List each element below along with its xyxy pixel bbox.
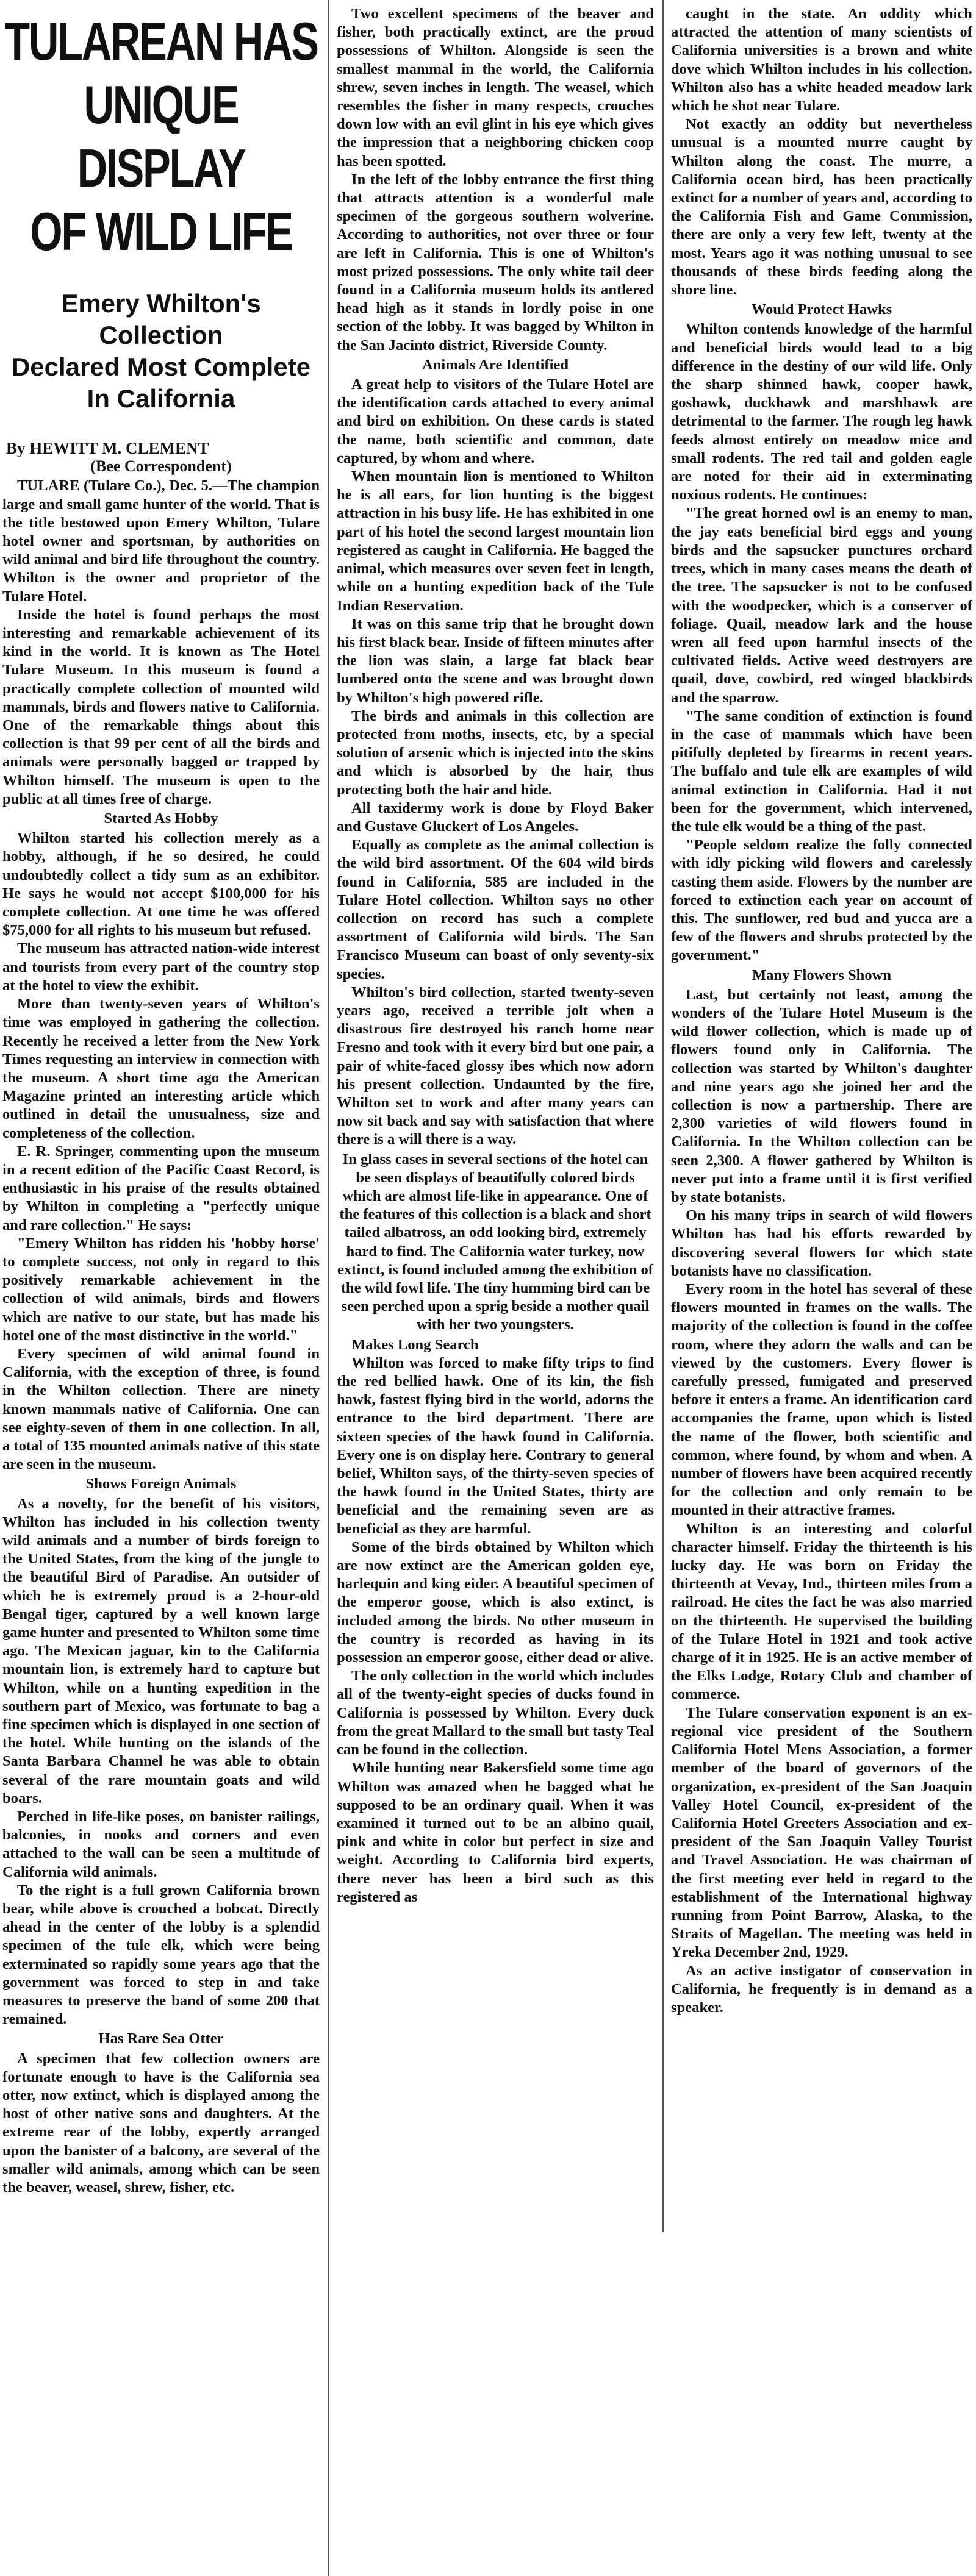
headline	[4, 10, 318, 263]
paragraph: The museum has attracted nation-wide interest and tourists from every part of the country stop at the hotel to view the exhibit.	[2, 940, 320, 994]
paragraph: Whilton started his collection merely as a hobby, although, if he so desired, he could undoubtedly collect a tidy sum as an exhibitor. He says he would not accept $100,000 for his complete collection. At one time he was offered $75,000 for all rights to his museum but refused.	[2, 830, 320, 939]
paragraph: Inside the hotel is found perhaps the most interesting and remarkable achievement of its kind in the world. It is known as The Hotel Tulare Museum. In this museum is found a practically complete collection of mounted wild mammals, birds and flowers native to California. One of the remarkable things about this collection is that 99 per cent of all the birds and animals were personally bagged or trapped by Whilton himself. The museum is open to the public at all times free of charge.	[2, 606, 320, 807]
paragraph: Whilton contends knowledge of the harmful and beneficial birds would lead to a big difference in the destiny of our wild life. Only the sharp shinned hawk, cooper hawk, goshawk, duckhawk and marshhawk are detrimental to the farmer. The rough leg hawk feeds almost entirely on meadow mice and small rodents. The red tail and golden eagle are noted for their aid in exterminating noxious rodents. He continues:	[671, 321, 972, 504]
deck-line-3: In California	[87, 384, 235, 413]
paragraph: On his many trips in search of wild flowers Whilton has had his efforts rewarded by discovering several flowers for which state botanists have no classification.	[671, 1207, 972, 1279]
column-2	[337, 5, 654, 1907]
subheading: Many Flowers Shown	[752, 966, 892, 983]
subheading: Would Protect Hawks	[751, 301, 892, 318]
paragraph: Whilton was forced to make fifty trips to find the red bellied hawk. One of its kin, the fish hawk, fastest flying bird in the world, adorns the entrance to the bird department. There are sixteen species of the hawk found in California. Every one is on display here. Contrary to general belief, Whilton says, of the thirty-seven species of the hawk found in the United States, thirty are beneficial and the remaining seven are as beneficial as they are harmful.	[337, 1354, 654, 1537]
column-1-body	[2, 477, 320, 2197]
paragraph: Equally as complete as the animal collection is the wild bird assortment. Of the 604 wild birds found in California, 585 are included in the Tulare Hotel collection. Whilton says no other collection on record has such a complete assortment of California wild birds. The San Francisco Museum can boast of only seventy-six species.	[337, 837, 654, 982]
deck-line-2: Declared Most Complete	[11, 352, 311, 381]
paragraph: Whilton is an interesting and colorful character himself. Friday the thirteenth is his lucky day. He was born on Friday the thirteenth at Vevay, Ind., thirteen miles from a railroad. He cites the fact he was also married on the thirteenth. He supervised the building of the Tulare Hotel in 1921 and took active charge of it in 1925. He is an active member of the Elks Lodge, Rotary Club and chamber of commerce.	[671, 1520, 972, 1703]
paragraph: A great help to visitors of the Tulare Hotel are the identification cards attached to every animal and bird on exhibition. On these cards is stated the name, both scientific and common, date captured, by whom and where.	[337, 376, 654, 466]
paragraph: Last, but certainly not least, among the wonders of the Tulare Hotel Museum is the wild flower collection, which is made up of flowers found only in California. The collection was started by Whilton's daughter and nine years ago she joined her and the collection is now a partnership. There are 2,300 varieties of wild flowers found in California. In the Whilton collection can be seen 2,300. A flower gathered by Whilton is never put into a frame until it is first verified by state botanists.	[671, 986, 972, 1205]
subheading: Has Rare Sea Otter	[98, 2030, 224, 2047]
paragraph: The Tulare conservation exponent is an ex-regional vice president of the Southern California Hotel Mens Association, a former member of the board of governors of the organization, ex-president of the San Joaquin Valley Hotel Council, ex-president of the California Hotel Greeters Association and ex-president of the San Joaquin Valley Tourist and Travel Association. He was chairman of the first meeting ever held in regard to the establishment of the International highway running from Point Barrow, Alaska, to the Straits of Magellan. The meeting was held in Yreka December 2nd, 1929.	[671, 1704, 972, 1961]
column-2-body	[337, 5, 654, 1907]
headline-line-2: UNIQUE DISPLAY	[77, 74, 245, 198]
paragraph: "The great horned owl is an enemy to man, the jay eats beneficial bird eggs and young birds and the sapsucker punctures orchard trees, which in many cases means the death of the tree. The sapsucker is not to be confused with the woodpecker, which is a conserver of foliage. Quail, meadow lark and the house wren all feed upon harmful insects of the cultivated fields. Active weed destroyers are quail, dove, cowbird, red winged blackbirds and the sparrow.	[671, 505, 972, 706]
subheading: In glass cases in several sections of the hotel can be seen displays of beautifully colored birds which are almost life-like in appearance. One of the features of this collection is a black and short tailed albatross, an odd looking bird, extremely hard to find. The California water turkey, now extinct, is found included among the exhibition of the wild fowl life. The tiny humming bird can be seen perched upon a sprig beside a mother quail with her two youngsters.	[337, 1151, 653, 1333]
paragraph: Makes Long Search	[351, 1336, 479, 1353]
headline-line-1: TULAREAN HAS	[4, 11, 318, 71]
paragraph: More than twenty-seven years of Whilton's time was employed in gathering the collection. Recently he received a letter from the New York Times requesting an interview in connection with the museum. A short time ago the American Magazine printed an interesting article which outlined in detail the unusualness, size and completeness of the collection.	[2, 996, 320, 1141]
paragraph: Whilton's bird collection, started twenty-seven years ago, received a terrible jolt when a disastrous fire destroyed his ranch home near Fresno and took with it every bird but one pair, a pair of white-faced glossy ibes which now adorn his present collection. Undaunted by the fire, Whilton set to work and after many years can now sit back and say with satisfaction that where there is a will there is a way.	[337, 983, 654, 1148]
paragraph: Some of the birds obtained by Whilton which are now extinct are the American golden eye, harlequin and king eider. A beautiful specimen of the emperor goose, which is also extinct, is included among the birds. No other museum in the country is recorded as having in its possession an emperor goose, either dead or alive.	[337, 1538, 654, 1666]
paragraph: In the left of the lobby entrance the first thing that attracts attention is a wonderful male specimen of the gorgeous southern wolverine. According to authorities, not over three or four are left in California. This is one of Whilton's most prized possessions. The only white tail deer found in a California museum holds its antlered head high as it stands in lordly poise in one section of the lobby. It was bagged by Whilton in the San Jacinto district, Riverside County.	[337, 171, 654, 354]
column-rule-1	[328, 0, 329, 2576]
paragraph: A specimen that few collection owners are fortunate enough to have is the California sea otter, now extinct, which is displayed among the host of other native sons and daughters. At the extreme rear of the lobby, expertly arranged upon the banister of a balcony, are several of the smaller wild animals, among which can be seen the beaver, weasel, shrew, fisher, etc.	[2, 2050, 320, 2196]
deck-line-1: Emery Whilton's Collection	[61, 289, 261, 349]
deck	[2, 288, 320, 415]
paragraph: "People seldom realize the folly connected with idly picking wild flowers and carelessly casting them aside. Flowers by the number are forced to extinction each year on account of this. The sunflower, red bud and yucca are a few of the flowers and shrubs protected by the government."	[671, 837, 972, 964]
paragraph: When mountain lion is mentioned to Whilton he is all ears, for lion hunting is the biggest attraction in his busy life. He has exhibited in one part of his hotel the second largest mountain lion registered as caught in California. He bagged the animal, which measures over seven feet in length, while on a hunting expedition back of the Tule Indian Reservation.	[337, 468, 654, 614]
paragraph: Two excellent specimens of the beaver and fisher, both practically extinct, are the proud possessions of Whilton. Alongside is seen the smallest mammal in the world, the California shrew, seven inches in length. The weasel, which resembles the fisher in many respects, crouches down low with an evil glint in his eye which gives the impression that a neighboring chicken coop has been spotted.	[337, 5, 654, 169]
correspondent-line: (Bee Correspondent)	[90, 457, 232, 476]
subheading: Started As Hobby	[104, 810, 218, 827]
column-3-body	[671, 5, 972, 2017]
paragraph: All taxidermy work is done by Floyd Baker and Gustave Gluckert of Los Angeles.	[337, 799, 654, 835]
column-rule-2	[662, 0, 664, 2232]
paragraph: It was on this same trip that he brought down his first black bear. Inside of fifteen minutes after the lion was slain, a large fat black bear lumbered onto the scene and was brought down by Whilton's high powered rifle.	[337, 615, 654, 706]
paragraph: While hunting near Bakersfield some time ago Whilton was amazed when he bagged what he supposed to be an ordinary quail. When it was examined it turned out to be an albino quail, pink and white in color but perfect in size and weight. According to California bird experts, there never has been a bird such as this registered as	[337, 1760, 654, 1905]
paragraph: Every room in the hotel has several of these flowers mounted in frames on the walls. The majority of the collection is found in the coffee room, where they adorn the walls and can be viewed by the customers. Every flower is carefully pressed, fumigated and preserved before it enters a frame. An identification card accompanies the frame, upon which is listed the name of the flower, both scientific and common, where found, by whom and when. A number of flowers have been acquired recently for the collection and only remain to be mounted in their attractive frames.	[671, 1281, 972, 1519]
paragraph: TULARE (Tulare Co.), Dec. 5.—The champion large and small game hunter of the world. That is the title bestowed upon Emery Whilton, Tulare hotel owner and sportsman, by authorities on wild animal and bird life throughout the country. Whilton is the owner and proprietor of the Tulare Hotel.	[2, 477, 320, 605]
paragraph: "The same condition of extinction is found in the case of mammals which have been pitifully depleted by firearms in recent years. The buffalo and tule elk are examples of wild animal extinction in California. Had it not been for the government, which intervened, the tule elk would be a thing of the past.	[671, 707, 972, 835]
paragraph: "Emery Whilton has ridden his 'hobby horse' to complete success, not only in regard to this positively remarkable achievement in the collection of wild animals, birds and flowers which are native to our state, but has made his hotel one of the most distinctive in the world."	[2, 1235, 320, 1344]
paragraph: Every specimen of wild animal found in California, with the exception of three, is found in the Whilton collection. There are ninety known mammals native of California. One can see eighty-seven of them in one collection. In all, a total of 135 mounted animals native of this state are seen in the museum.	[2, 1345, 320, 1473]
headline-line-3: OF WILD LIFE	[30, 201, 292, 262]
column-1	[2, 5, 320, 2197]
paragraph: As a novelty, for the benefit of his visitors, Whilton has included in his collection twenty wild animals and a number of birds foreign to the United States, from the king of the jungle to the beautiful Bird of Paradise. An outsider of which he is extremely proud is a 2-hour-old Bengal tiger, captured by a well known large game hunter and presented to Whilton some time ago. The Mexican jaguar, kin to the California mountain lion, is extremely hard to capture but Whilton, while on a hunting expedition in the southern part of Mexico, was fortunate to bag a fine specimen which is displayed in one section of the hotel. While hunting on the islands of the Santa Barbara Channel he was able to obtain several of the rare mountain goats and wild boars.	[2, 1495, 320, 1807]
subheading: Shows Foreign Animals	[85, 1475, 237, 1493]
byline: By HEWITT M. CLEMENT	[6, 439, 209, 457]
subheading: Animals Are Identified	[422, 356, 569, 373]
paragraph: Not exactly an oddity but nevertheless unusual is a mounted murre caught by Whilton along the coast. The murre, a California ocean bird, has been practically extinct for a number of years and, according to the California Fish and Game Commission, there are only a very few left, twenty at the most. Years ago it was nothing unusual to see thousands of these birds feeding along the shore line.	[671, 116, 972, 299]
column-3	[671, 5, 972, 2017]
paragraph: E. R. Springer, commenting upon the museum in a recent edition of the Pacific Coast Record, is enthusiastic in his praise of the results obtained by Whilton in completing a "perfectly unique and rare collection." He says:	[2, 1143, 320, 1233]
paragraph: The only collection in the world which includes all of the twenty-eight species of ducks found in California is possessed by Whilton. Every duck from the great Mallard to the small but tasty Teal can be found in the collection.	[337, 1668, 654, 1758]
paragraph: As an active instigator of conservation in California, he frequently is in demand as a speaker.	[671, 1962, 972, 2016]
paragraph: The birds and animals in this collection are protected from moths, insects, etc, by a special solution of arsenic which is injected into the skins and which is absorbed by the hair, thus protecting both the hair and hide.	[337, 707, 654, 798]
paragraph: Perched in life-like poses, on banister railings, balconies, in nooks and corners and even attached to the wall can be seen a multitude of California wild animals.	[2, 1808, 320, 1880]
paragraph: caught in the state. An oddity which attracted the attention of many scientists of California universities is a brown and white dove which Whilton includes in his collection. Whilton also has a white headed meadow lark which he shot near Tulare.	[671, 5, 972, 115]
paragraph: To the right is a full grown California brown bear, while above is crouched a bobcat. Directly ahead in the center of the lobby is a splendid specimen of the tule elk, which were being exterminated so rapidly some years ago that the government was forced to step in and take measures to preserve the band of some 200 that remained.	[2, 1882, 320, 2028]
